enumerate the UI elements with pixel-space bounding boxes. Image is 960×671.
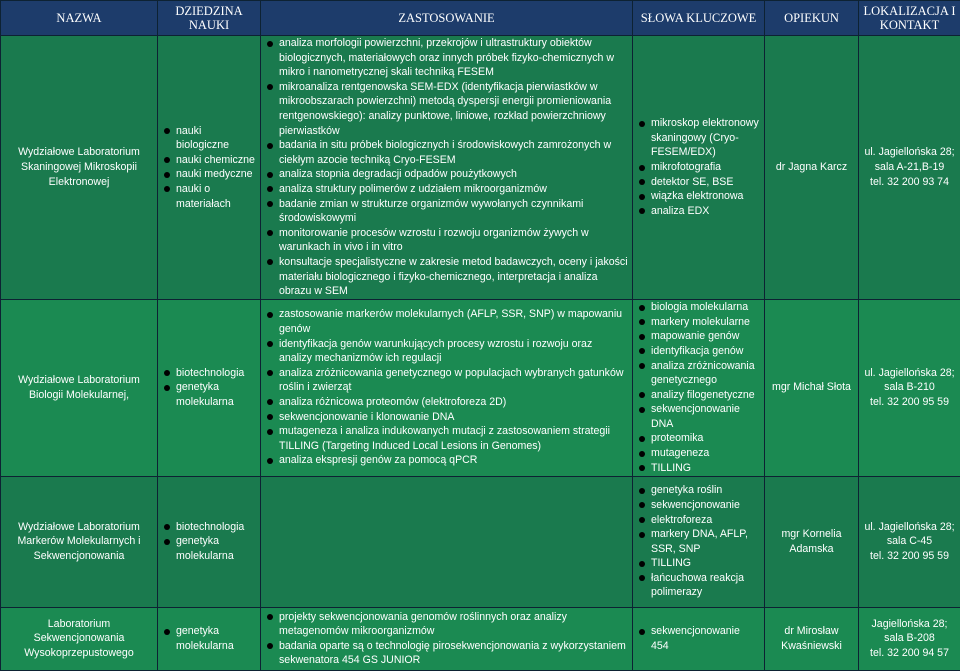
supervisor-name: mgr Michał Słota <box>765 299 859 476</box>
keyword-item: identyfikacja genów <box>637 344 760 359</box>
uses-cell <box>261 476 633 607</box>
use-item: badanie zmian w strukturze organizmów wywołanych czynnikami środowiskowymi <box>265 197 628 226</box>
table-row <box>1 476 960 607</box>
keyword-item: biologia molekularna <box>637 300 760 315</box>
field-cell <box>158 607 261 670</box>
keyword-item: TILLING <box>637 461 760 476</box>
use-item: projekty sekwencjonowania genomów roślinnych oraz analizy metagenomów mikroorganizmów <box>265 610 628 639</box>
header-supervisor: OPIEKUN <box>765 1 859 36</box>
use-item: analiza różnicowa proteomów (elektroforeza 2D) <box>265 395 628 410</box>
keyword-item: detektor SE, BSE <box>637 175 760 190</box>
uses-cell <box>261 299 633 476</box>
keyword-item: łańcuchowa reakcja polimerazy <box>637 571 760 600</box>
header-row <box>1 1 960 36</box>
use-item: sekwencjonowanie i klonowanie DNA <box>265 410 628 425</box>
table-row <box>1 299 960 476</box>
field-item-list <box>162 366 256 410</box>
keyword-item: mapowanie genów <box>637 329 760 344</box>
use-item-list <box>265 610 628 668</box>
field-item: genetyka molekularna <box>162 534 256 563</box>
field-item-list <box>162 624 256 653</box>
field-item-list <box>162 124 256 212</box>
use-item: zastosowanie markerów molekularnych (AFLP, SSR, SNP) w mapowaniu genów <box>265 307 628 336</box>
use-item-list <box>265 307 628 468</box>
keyword-item: markery molekularne <box>637 315 760 330</box>
use-item: mutageneza i analiza indukowanych mutacji z zastosowaniem strategii TILLING (Targeting Induced Local Lesions in Genomes) <box>265 424 628 453</box>
field-item: genetyka molekularna <box>162 624 256 653</box>
contact-cell <box>859 299 960 476</box>
field-item: biotechnologia <box>162 520 256 535</box>
field-cell <box>158 36 261 300</box>
keyword-item: markery DNA, AFLP, SSR, SNP <box>637 527 760 556</box>
use-item: monitorowanie procesów wzrostu i rozwoju organizmów żywych w warunkach in vivo i in vitro <box>265 226 628 255</box>
use-item: identyfikacja genów warunkujących procesy wzrostu i rozwoju oraz analizy mechanizmów ich regulacji <box>265 337 628 366</box>
keywords-cell <box>633 36 765 300</box>
keyword-item-list <box>637 624 760 653</box>
field-item: biotechnologia <box>162 366 256 381</box>
contact-cell <box>859 476 960 607</box>
keyword-item: proteomika <box>637 431 760 446</box>
keyword-item: analizy filogenetyczne <box>637 388 760 403</box>
contact-line: tel. 32 200 95 59 <box>863 549 956 564</box>
lab-name: Wydziałowe Laboratorium Biologii Molekularnej, <box>1 299 158 476</box>
field-item: genetyka molekularna <box>162 380 256 409</box>
keyword-item: mikrofotografia <box>637 160 760 175</box>
keyword-item: elektroforeza <box>637 513 760 528</box>
keyword-item: analiza zróżnicowania genetycznego <box>637 359 760 388</box>
keyword-item-list <box>637 116 760 218</box>
field-item: nauki o materiałach <box>162 182 256 211</box>
header-contact: LOKALIZACJA I KONTAKT <box>859 1 960 36</box>
table-row <box>1 36 960 300</box>
contact-line: sala A-21,B-19 <box>863 160 956 175</box>
keyword-item: mikroskop elektronowy skaningowy (Cryo-FESEM/EDX) <box>637 116 760 160</box>
use-item: mikroanaliza rentgenowska SEM-EDX (identyfikacja pierwiastków w mikroobszarach powierzchni) metodą dyspersji energii promieniowania rentgenowskiego): analizy punktowe, liniowe, rozkład powierzchniowy pierwiastków <box>265 80 628 138</box>
contact-line: tel. 32 200 94 57 <box>863 646 956 661</box>
uses-cell <box>261 36 633 300</box>
field-item: nauki medyczne <box>162 167 256 182</box>
keyword-item: sekwencjonowanie <box>637 498 760 513</box>
contact-line: ul. Jagiellońska 28; <box>863 520 956 535</box>
header-keywords: SŁOWA KLUCZOWE <box>633 1 765 36</box>
field-item: nauki chemiczne <box>162 153 256 168</box>
keyword-item: genetyka roślin <box>637 483 760 498</box>
contact-line: Jagiellońska 28; <box>863 617 956 632</box>
contact-line: tel. 32 200 93 74 <box>863 175 956 190</box>
field-cell <box>158 299 261 476</box>
use-item: badania in situ próbek biologicznych i środowiskowych zamrożonych w ciekłym azocie techniką Cryo-FESEM <box>265 138 628 167</box>
supervisor-name: dr Mirosław Kwaśniewski <box>765 607 859 670</box>
keyword-item-list <box>637 483 760 600</box>
contact-line: sala B-210 <box>863 380 956 395</box>
keyword-item: mutageneza <box>637 446 760 461</box>
lab-name: Wydziałowe Laboratorium Markerów Molekularnych i Sekwencjonowania <box>1 476 158 607</box>
contact-line: tel. 32 200 95 59 <box>863 395 956 410</box>
supervisor-name: mgr Kornelia Adamska <box>765 476 859 607</box>
contact-line: ul. Jagiellońska 28; <box>863 366 956 381</box>
lab-name: Wydziałowe Laboratorium Skaningowej Mikroskopii Elektronowej <box>1 36 158 300</box>
uses-cell <box>261 607 633 670</box>
use-item: konsultacje specjalistyczne w zakresie metod badawczych, oceny i jakości materiału biologicznego i fizyko-chemicznego, interpretacja i analiza obrazu w SEM <box>265 255 628 299</box>
field-cell <box>158 476 261 607</box>
lab-name: Laboratorium Sekwencjonowania Wysokoprzepustowego <box>1 607 158 670</box>
use-item: analiza ekspresji genów za pomocą qPCR <box>265 453 628 468</box>
keyword-item: sekwencjonowanie 454 <box>637 624 760 653</box>
table-row <box>1 607 960 670</box>
keyword-item-list <box>637 300 760 475</box>
keyword-item: sekwencjonowanie DNA <box>637 402 760 431</box>
keywords-cell <box>633 607 765 670</box>
keywords-cell <box>633 299 765 476</box>
use-item: badania oparte są o technologię pirosekwencjonowania z wykorzystaniem sekwenatora 454 GS JUNIOR <box>265 639 628 668</box>
supervisor-name: dr Jagna Karcz <box>765 36 859 300</box>
contact-cell <box>859 36 960 300</box>
keyword-item: TILLING <box>637 556 760 571</box>
contact-line: ul. Jagiellońska 28; <box>863 145 956 160</box>
header-field: DZIEDZINA NAUKI <box>158 1 261 36</box>
field-item-list <box>162 520 256 564</box>
field-item: nauki biologiczne <box>162 124 256 153</box>
keywords-cell <box>633 476 765 607</box>
use-item: analiza morfologii powierzchni, przekrojów i ultrastruktury obiektów biologicznych, materiałowych oraz innych próbek fizyko-chemicznych w mikro i nanometrycznej skali techniką FESEM <box>265 36 628 80</box>
contact-line: sala B-208 <box>863 631 956 646</box>
contact-cell <box>859 607 960 670</box>
keyword-item: wiązka elektronowa <box>637 189 760 204</box>
contact-line: sala C-45 <box>863 534 956 549</box>
use-item: analiza stopnia degradacji odpadów poużytkowych <box>265 167 628 182</box>
use-item-list <box>265 36 628 299</box>
use-item: analiza struktury polimerów z udziałem mikroorganizmów <box>265 182 628 197</box>
header-name: NAZWA <box>1 1 158 36</box>
use-item: analiza zróżnicowania genetycznego w populacjach wybranych gatunków roślin i zwierząt <box>265 366 628 395</box>
header-uses: ZASTOSOWANIE <box>261 1 633 36</box>
keyword-item: analiza EDX <box>637 204 760 219</box>
